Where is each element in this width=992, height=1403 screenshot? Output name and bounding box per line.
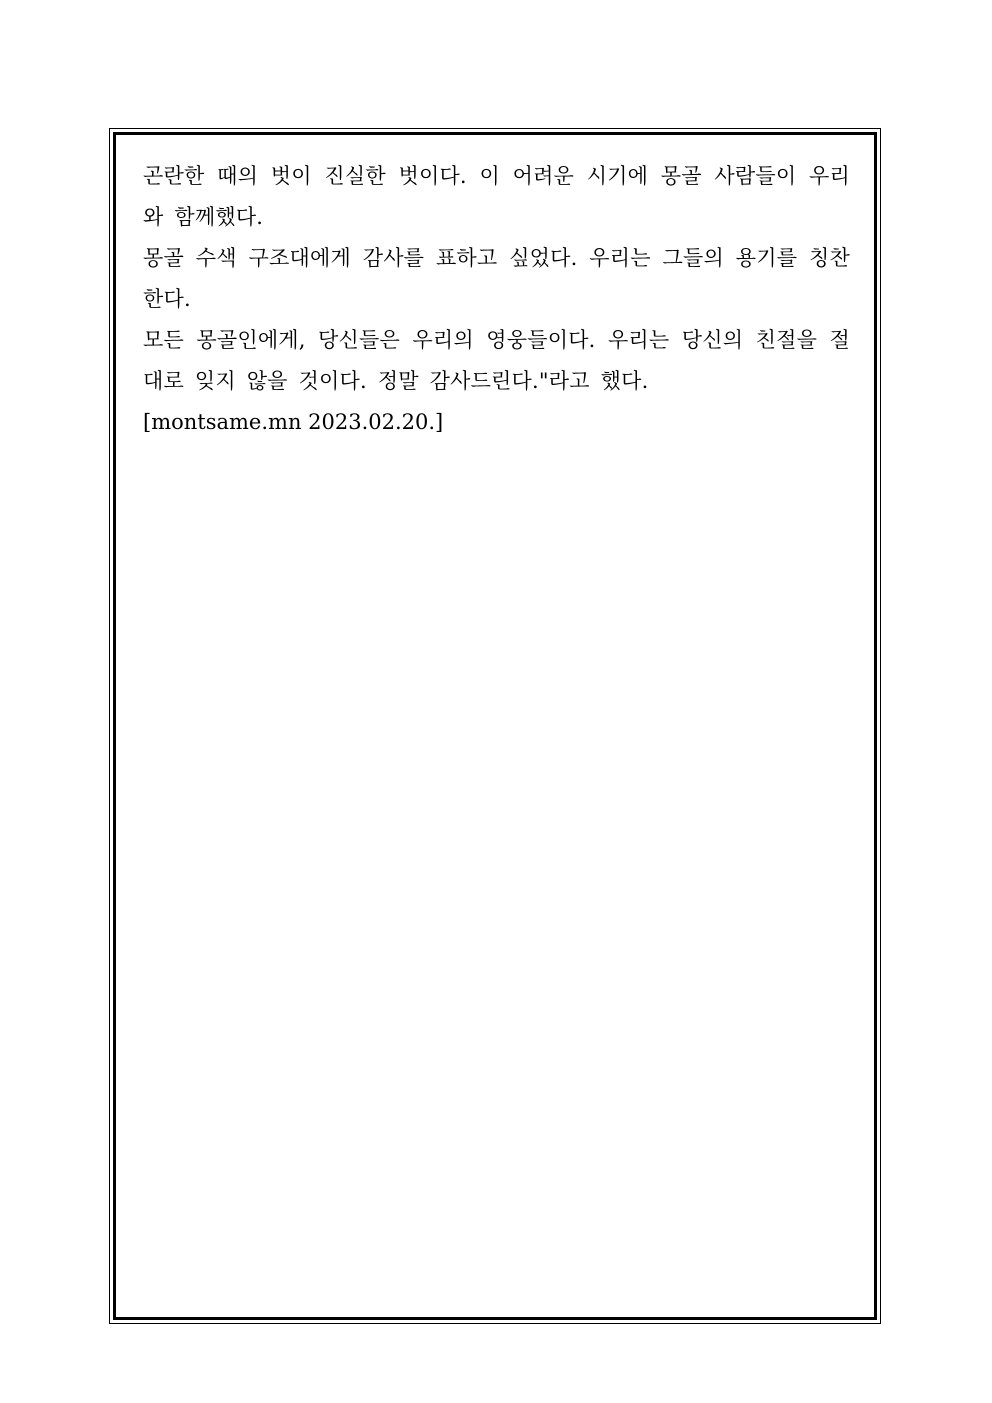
source-citation: [montsame.mn 2023.02.20.] [143,410,444,434]
paragraph-1: 곤란한 때의 벗이 진실한 벗이다. 이 어려운 시기에 몽골 사람들이 우리와 함께했다. [143,164,850,229]
paragraph-2: 몽골 수색 구조대에게 감사를 표하고 싶었다. 우리는 그들의 용기를 칭찬한다. [143,246,850,311]
document-body [143,156,850,443]
paragraph-3: 모든 몽골인에게, 당신들은 우리의 영웅들이다. 우리는 당신의 친절을 절대로 잊지 않을 것이다. 정말 감사드린다."라고 했다. [143,328,850,393]
